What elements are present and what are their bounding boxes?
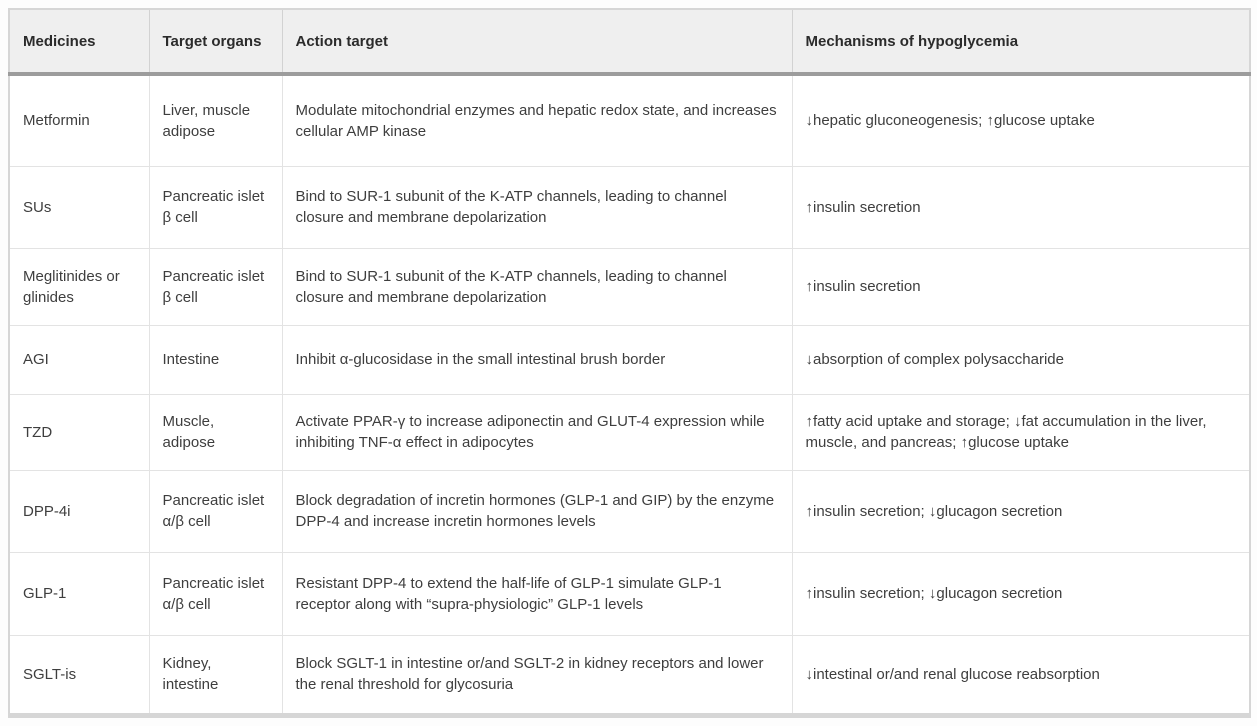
cell-target-organs: Pancreatic islet α/β cell (149, 552, 282, 635)
table-row-glp1 (9, 552, 1250, 635)
cell-action-target: Activate PPAR-γ to increase adiponectin and GLUT-4 expression while inhibiting TNF-α effect in adipocytes (282, 394, 792, 470)
cell-medicine: GLP-1 (9, 552, 149, 635)
cell-target-organs: Pancreatic islet β cell (149, 166, 282, 248)
table-row-tzd (9, 394, 1250, 470)
cell-target-organs: Muscle, adipose (149, 394, 282, 470)
table-row-sgltis (9, 635, 1250, 715)
medicines-table-container (8, 8, 1249, 718)
column-header-action-target: Action target (282, 9, 792, 74)
cell-mechanisms: ↓intestinal or/and renal glucose reabsorption (792, 635, 1250, 715)
cell-medicine: TZD (9, 394, 149, 470)
cell-target-organs: Kidney, intestine (149, 635, 282, 715)
cell-mechanisms: ↑insulin secretion; ↓glucagon secretion (792, 552, 1250, 635)
cell-medicine: DPP-4i (9, 470, 149, 552)
cell-action-target: Bind to SUR-1 subunit of the K-ATP channels, leading to channel closure and membrane depolarization (282, 248, 792, 325)
cell-mechanisms: ↑fatty acid uptake and storage; ↓fat accumulation in the liver, muscle, and pancreas; ↑glucose uptake (792, 394, 1250, 470)
table-row-metformin (9, 74, 1250, 166)
cell-medicine: Meglitinides or glinides (9, 248, 149, 325)
cell-mechanisms: ↑insulin secretion (792, 166, 1250, 248)
cell-mechanisms: ↓hepatic gluconeogenesis; ↑glucose uptake (792, 74, 1250, 166)
column-header-mechanisms: Mechanisms of hypoglycemia (792, 9, 1250, 74)
table-row-dpp4i (9, 470, 1250, 552)
cell-medicine: SGLT-is (9, 635, 149, 715)
table-row-sus (9, 166, 1250, 248)
cell-action-target: Block degradation of incretin hormones (GLP-1 and GIP) by the enzyme DPP-4 and increase incretin hormones levels (282, 470, 792, 552)
cell-target-organs: Pancreatic islet α/β cell (149, 470, 282, 552)
cell-medicine: SUs (9, 166, 149, 248)
cell-medicine: AGI (9, 325, 149, 394)
cell-action-target: Inhibit α-glucosidase in the small intestinal brush border (282, 325, 792, 394)
cell-action-target: Block SGLT-1 in intestine or/and SGLT-2 in kidney receptors and lower the renal threshold for glycosuria (282, 635, 792, 715)
cell-medicine: Metformin (9, 74, 149, 166)
table-row-meglitinides (9, 248, 1250, 325)
cell-mechanisms: ↑insulin secretion (792, 248, 1250, 325)
cell-mechanisms: ↑insulin secretion; ↓glucagon secretion (792, 470, 1250, 552)
cell-action-target: Bind to SUR-1 subunit of the K-ATP channels, leading to channel closure and membrane depolarization (282, 166, 792, 248)
column-header-medicines: Medicines (9, 9, 149, 74)
cell-mechanisms: ↓absorption of complex polysaccharide (792, 325, 1250, 394)
cell-target-organs: Intestine (149, 325, 282, 394)
cell-target-organs: Pancreatic islet β cell (149, 248, 282, 325)
cell-target-organs: Liver, muscle adipose (149, 74, 282, 166)
cell-action-target: Modulate mitochondrial enzymes and hepatic redox state, and increases cellular AMP kinase (282, 74, 792, 166)
hypoglycemia-medicines-table (8, 8, 1251, 718)
column-header-target-organs: Target organs (149, 9, 282, 74)
table-header-row (9, 9, 1250, 74)
table-row-agi (9, 325, 1250, 394)
cell-action-target: Resistant DPP-4 to extend the half-life of GLP-1 simulate GLP-1 receptor along with “supra-physiologic” GLP-1 levels (282, 552, 792, 635)
